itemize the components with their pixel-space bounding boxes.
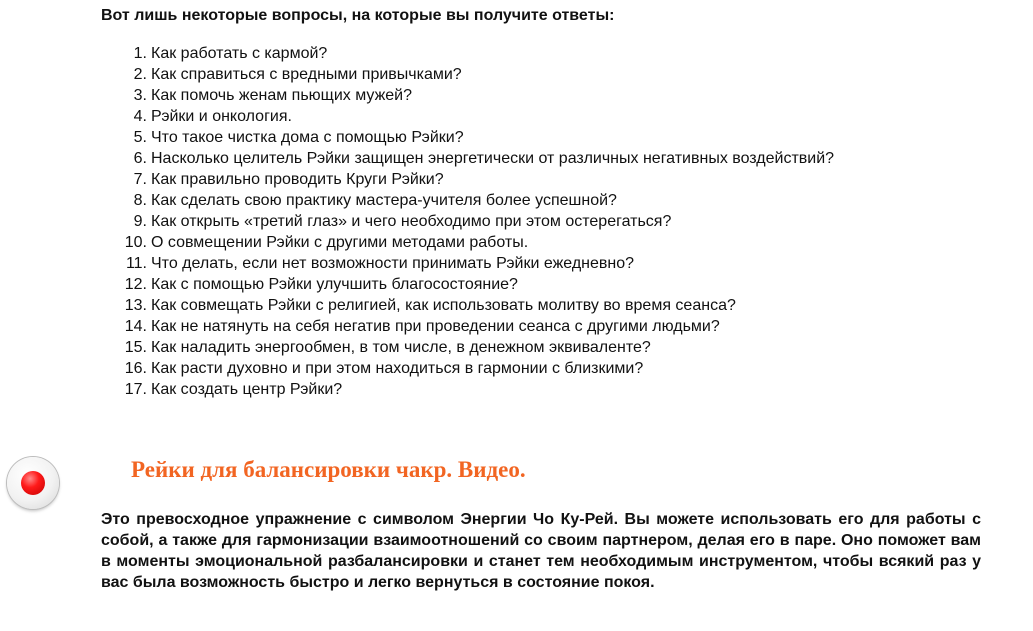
question-number: 14. [124, 318, 147, 335]
question-text: Насколько целитель Рэйки защищен энергетически от различных негативных воздействий? [151, 150, 835, 167]
question-number: 13. [124, 297, 147, 314]
question-item [101, 379, 961, 400]
question-text: Что такое чистка дома с помощью Рэйки? [151, 129, 464, 146]
question-text: Что делать, если нет возможности принимать Рэйки ежедневно? [151, 255, 635, 272]
question-number: 5. [133, 129, 147, 146]
question-number: 9. [133, 213, 147, 230]
question-number: 1. [133, 45, 147, 62]
question-text: Как создать центр Рэйки? [151, 381, 343, 398]
question-number: 8. [133, 192, 147, 209]
question-text: Как расти духовно и при этом находиться в гармонии с близкими? [151, 360, 644, 377]
question-number: 6. [133, 150, 147, 167]
question-item [101, 253, 961, 274]
question-text: О совмещении Рэйки с другими методами работы. [151, 234, 529, 251]
questions-list [101, 43, 961, 400]
question-item [101, 274, 961, 295]
question-text: Как с помощью Рэйки улучшить благосостояние? [151, 276, 518, 293]
question-text: Как наладить энергообмен, в том числе, в денежном эквиваленте? [151, 339, 651, 356]
question-item [101, 127, 961, 148]
question-number: 2. [133, 66, 147, 83]
intro-heading: Вот лишь некоторые вопросы, на которые вы получите ответы: [101, 7, 615, 24]
question-number: 10. [124, 234, 147, 251]
question-number: 11. [125, 255, 147, 272]
question-item [101, 148, 961, 169]
question-number: 7. [133, 171, 147, 188]
section-description: Это превосходное упражнение с символом Энергии Чо Ку-Рей. Вы можете использовать его для работы с собой, а также для гармонизации взаимоотношений со своим партнером, делая его в паре. Оно поможет вам в моменты эмоциональной разбалансировки и станет тем необходимым инструментом, чтобы всякий раз у вас была возможность быстро и легко вернуться в состояние покоя. [101, 511, 981, 591]
question-item [101, 169, 961, 190]
question-item [101, 358, 961, 379]
question-item [101, 190, 961, 211]
question-item [101, 316, 961, 337]
question-item [101, 232, 961, 253]
question-item [101, 106, 961, 127]
question-item [101, 211, 961, 232]
question-text: Как сделать свою практику мастера-учителя более успешной? [151, 192, 617, 209]
question-text: Как правильно проводить Круги Рэйки? [151, 171, 444, 188]
question-number: 4. [133, 108, 147, 125]
question-item [101, 43, 961, 64]
question-number: 15. [124, 339, 147, 356]
question-number: 3. [133, 87, 147, 104]
record-icon [21, 471, 45, 495]
question-item [101, 337, 961, 358]
question-item [101, 295, 961, 316]
section-title: Рейки для балансировки чакр. Видео. [131, 457, 526, 482]
question-number: 17. [124, 381, 147, 398]
question-text: Как совмещать Рэйки с религией, как использовать молитву во время сеанса? [151, 297, 736, 314]
question-text: Как открыть «третий глаз» и чего необходимо при этом остерегаться? [151, 213, 672, 230]
question-text: Как работать с кармой? [151, 45, 328, 62]
question-number: 16. [124, 360, 147, 377]
question-item [101, 85, 961, 106]
question-text: Как не натянуть на себя негатив при проведении сеанса с другими людьми? [151, 318, 720, 335]
record-button[interactable] [7, 457, 59, 509]
question-item [101, 64, 961, 85]
question-number: 12. [124, 276, 147, 293]
question-text: Как помочь женам пьющих мужей? [151, 87, 413, 104]
question-text: Как справиться с вредными привычками? [151, 66, 462, 83]
question-text: Рэйки и онкология. [151, 108, 292, 125]
